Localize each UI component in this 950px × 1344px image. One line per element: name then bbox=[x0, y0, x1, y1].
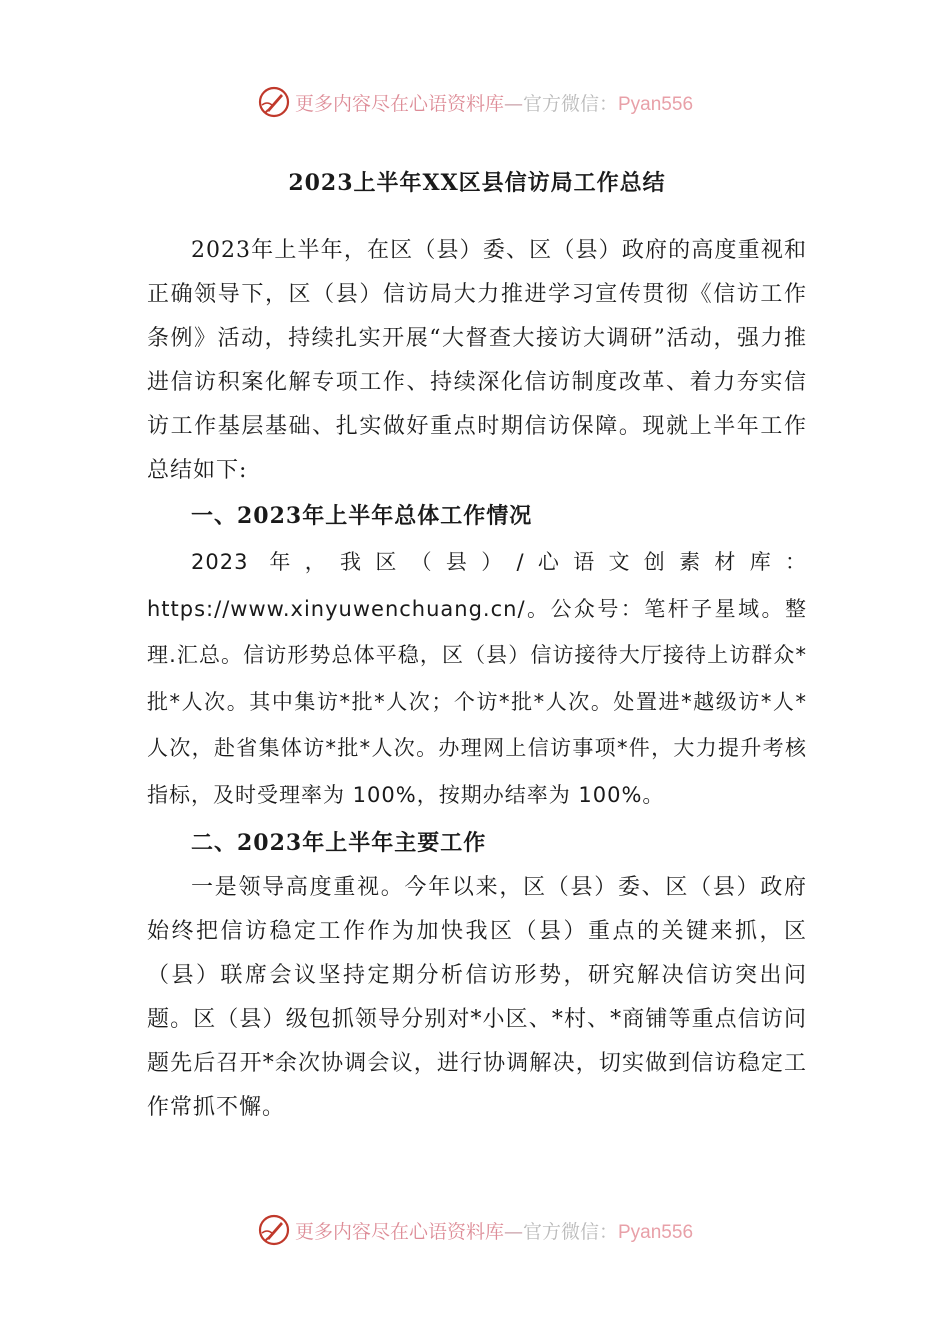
header-watermark-banner bbox=[0, 82, 950, 122]
quill-pen-circle-icon bbox=[257, 85, 291, 119]
intro-paragraph: 2023年上半年，在区（县）委、区（县）政府的高度重视和正确领导下，区（县）信访局大力推进学习宣传贯彻《信访工作条例》活动，持续扎实开展“大督查大接访大调研”活动，强力推进信访积案化解专项工作、持续深化信访制度改革、着力夯实信访工作基层基础、扎实做好重点时期信访保障。现就上半年工作总结如下: bbox=[147, 238, 807, 483]
section2-heading: 二、2023年上半年主要工作 bbox=[191, 830, 487, 856]
section2-paragraph: 一是领导高度重视。今年以来，区（县）委、区（县）政府始终把信访稳定工作作为加快我区（县）重点的关键来抓，区（县）联席会议坚持定期分析信访形势，研究解决信访突出问题。区（县）级包抓领导分别对*小区、*村、*商铺等重点信访问题先后召开*余次协调会议，进行协调解决，切实做到信访稳定工作常抓不懈。 bbox=[147, 875, 807, 1120]
document-body bbox=[147, 166, 807, 1130]
banner-wechat-id: Pyan556 bbox=[618, 1221, 694, 1243]
banner-text-cn: 更多内容尽在心语资料库 bbox=[294, 1220, 504, 1243]
banner-wechat-label: 官方微信： bbox=[522, 92, 618, 115]
banner-text-cn: 更多内容尽在心语资料库 bbox=[294, 92, 504, 115]
section1-heading: 一、2023年上半年总体工作情况 bbox=[191, 503, 533, 529]
banner-separator: — bbox=[503, 92, 523, 115]
banner-separator: — bbox=[503, 1220, 523, 1243]
banner-text bbox=[295, 89, 693, 116]
section1-paragraph: 2023 年，我区（县）/心语文创素材库：https://www.xinyuwenchuang.cn/。公众号：笔杆子星域。整理.汇总。信访形势总体平稳，区（县）信访接待大厅接待上访群众*批*人次。其中集访*批*人次；个访*批*人次。处置进*越级访*人*人次，赴省集体访*批*人次。办理网上信访事项*件，大力提升考核指标，及时受理率为 100%，按期办结率为 100%。 bbox=[147, 550, 807, 807]
banner-wechat-label: 官方微信： bbox=[522, 1220, 618, 1243]
quill-pen-circle-icon bbox=[257, 1213, 291, 1247]
footer-watermark-banner bbox=[0, 1210, 950, 1250]
banner-text bbox=[295, 1217, 693, 1244]
document-title: 2023上半年XX区县信访局工作总结 bbox=[288, 170, 666, 196]
banner-wechat-id: Pyan556 bbox=[618, 93, 694, 115]
